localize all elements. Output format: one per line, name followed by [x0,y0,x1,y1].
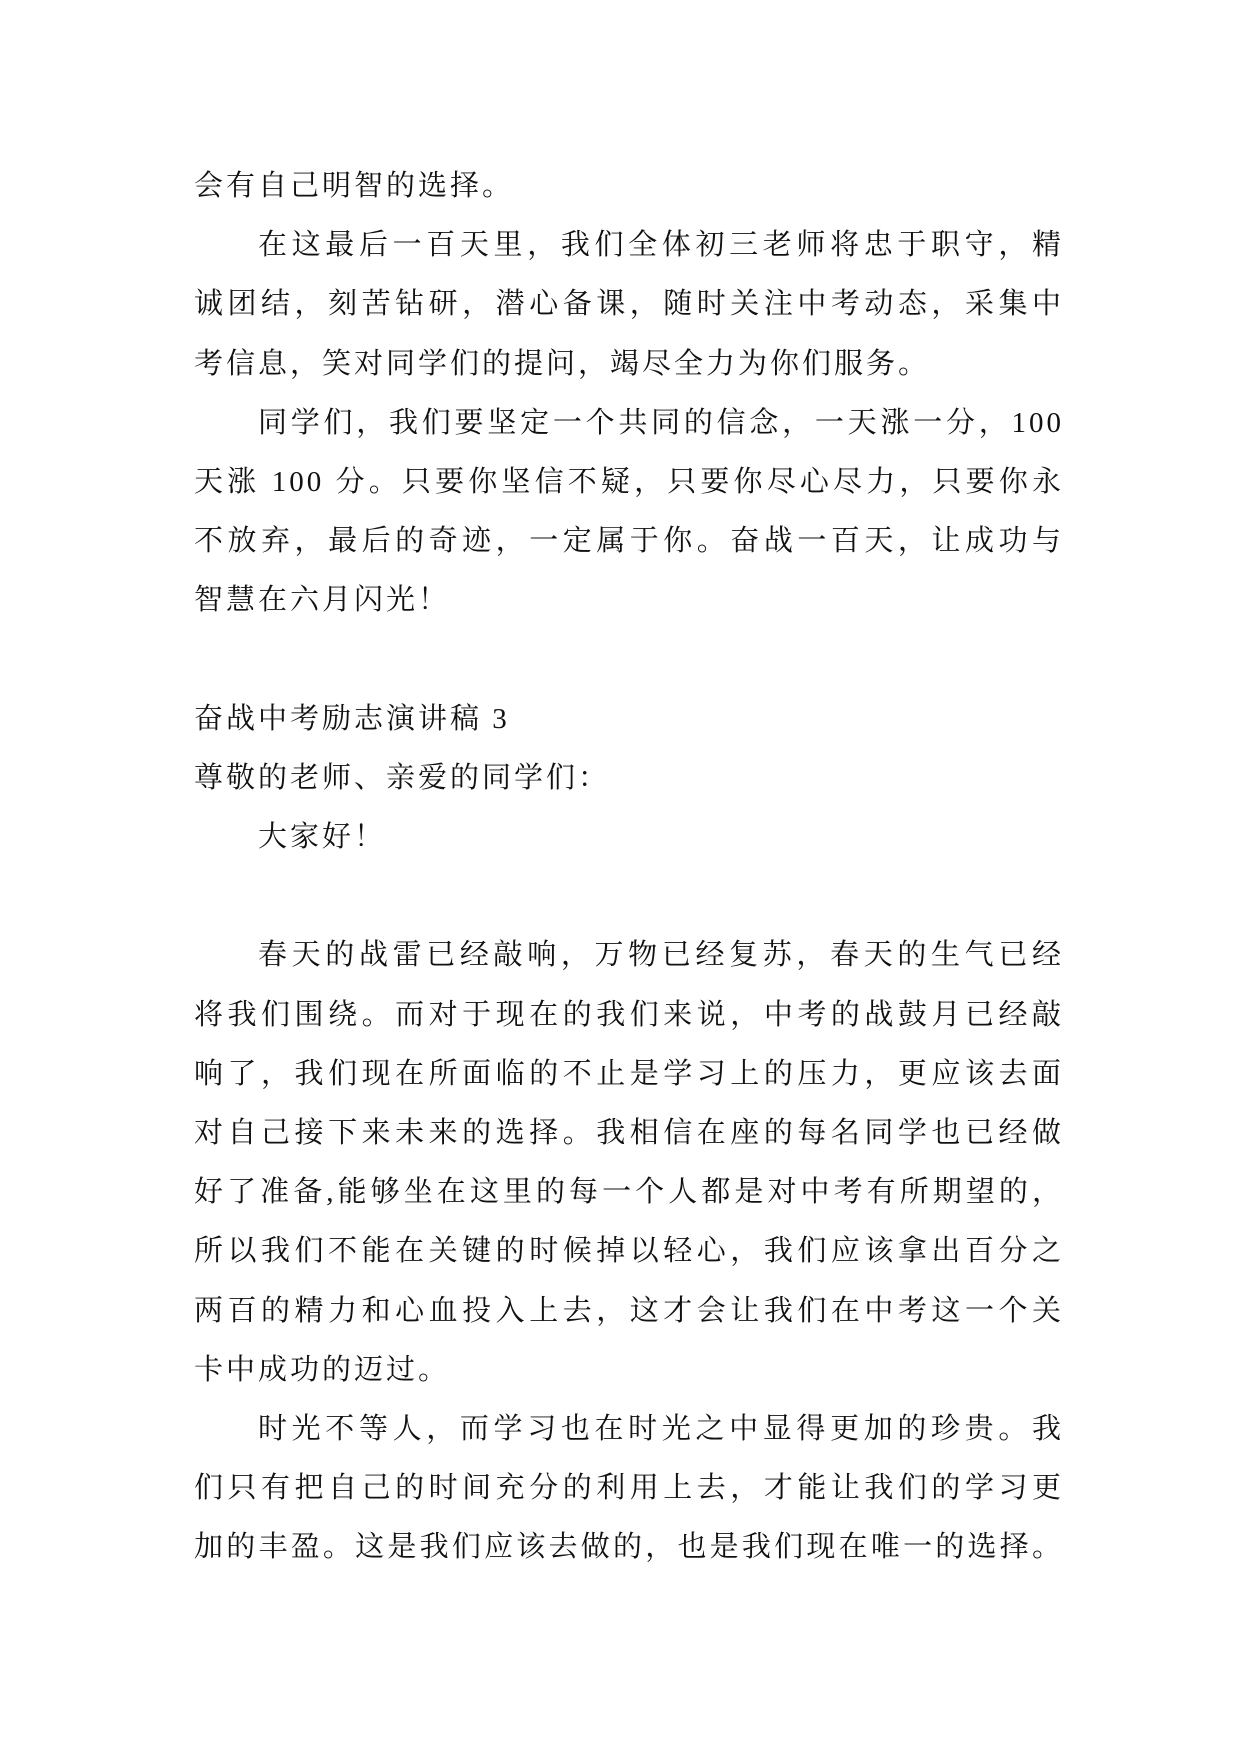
text-line: 在这最后一百天里，我们全体初三老师将忠于职守，精 [258,229,1064,262]
text-line: 们只有把自己的时间充分的利用上去，才能让我们的学习更 [194,1472,1064,1505]
text-line: 诚团结，刻苦钻研，潜心备课，随时关注中考动态，采集中 [194,288,1064,321]
paragraph [194,394,1064,631]
text-line: 春天的战雷已经敲响，万物已经复苏，春天的生气已经 [258,939,1064,972]
text-line: 不放弃，最后的奇迹，一定属于你。奋战一百天，让成功与 [194,525,1064,558]
paragraph [194,157,1064,216]
blank-line [194,631,1064,690]
text-line: 加的丰盈。这是我们应该去做的，也是我们现在唯一的选择。 [194,1531,1064,1564]
document-body [194,157,1064,1578]
salutation: 尊敬的老师、亲爱的同学们： [194,761,611,794]
text-line: 对自己接下来未来的选择。我相信在座的每名同学也已经做 [194,1117,1064,1149]
text-line: 卡中成功的迈过。 [194,1353,451,1386]
text-line: 响了，我们现在所面临的不止是学习上的压力，更应该去面 [194,1057,1064,1090]
greeting: 大家好！ [258,821,387,854]
text-line: 会有自己明智的选择。 [194,170,515,202]
text-line: 好了准备,能够坐在这里的每一个人都是对中考有所期望的， [194,1176,1064,1209]
text-line: 智慧在六月闪光！ [194,584,451,617]
paragraph [194,926,1064,1400]
speech-title: 奋战中考励志演讲稿 3 [194,702,510,735]
paragraph [194,216,1064,394]
text-line: 两百的精力和心血投入上去，这才会让我们在中考这一个关 [194,1294,1064,1327]
paragraph [194,1400,1064,1578]
blank-line [194,867,1064,926]
text-line: 所以我们不能在关键的时候掉以轻心，我们应该拿出百分之 [194,1235,1064,1268]
text-line: 天涨 100 分。只要你坚信不疑，只要你尽心尽力，只要你永 [194,465,1064,498]
text-line: 将我们围绕。而对于现在的我们来说，中考的战鼓月已经敲 [194,998,1064,1031]
text-line: 时光不等人，而学习也在时光之中显得更加的珍贵。我 [258,1412,1064,1445]
text-line: 考信息，笑对同学们的提问，竭尽全力为你们服务。 [194,347,931,380]
text-line: 同学们，我们要坚定一个共同的信念，一天涨一分，100 [258,406,1064,439]
